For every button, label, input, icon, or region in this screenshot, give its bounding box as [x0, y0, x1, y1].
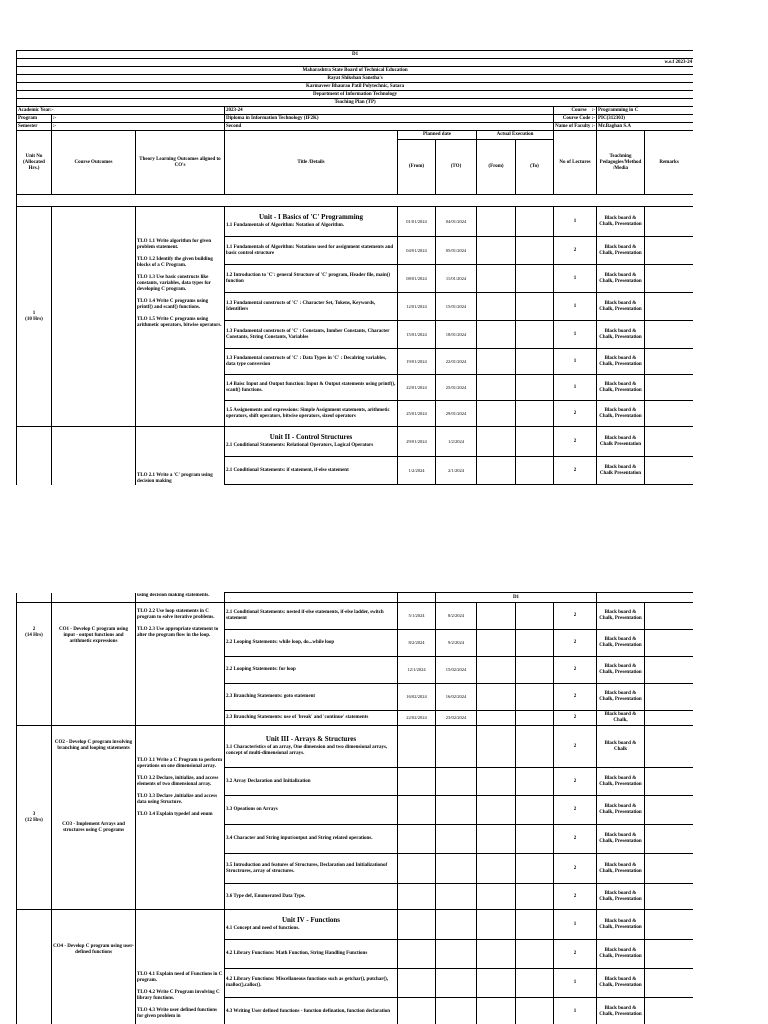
remarks	[645, 768, 694, 796]
planned-date-header: Planned date	[398, 131, 477, 140]
actual-to	[516, 321, 554, 349]
planned-to: 15/01/2024	[436, 293, 477, 321]
table-row-detail: 2.2 Looping Statements: while loop, do...while loop	[225, 630, 398, 657]
planned-to: 9/2/2024	[436, 630, 477, 657]
table-row-detail: 2.3 Branching Statements: goto statement	[225, 684, 398, 711]
lecture-count: 2	[554, 796, 597, 825]
table-row-detail: 1.3 Fundamental constructs of 'C' : Data Types in 'C' : Decalring variables, data type conversion	[225, 349, 398, 375]
planned-to	[436, 969, 477, 998]
table-row-detail: 3.3 Opeations on Arrays	[225, 796, 398, 825]
lecture-count: 2	[554, 427, 597, 457]
actual-from	[477, 293, 516, 321]
tlo-item: TLO 4.1 Explain need of Functions in C program.	[137, 972, 223, 983]
unit-2-title: Unit II - Control Structures	[269, 433, 353, 441]
planned-from: 16/02/2024	[398, 684, 436, 711]
plan-title: Teaching Plan (TP)	[17, 99, 694, 107]
actual-from	[477, 884, 516, 910]
remarks	[645, 657, 694, 684]
actual-to	[516, 825, 554, 854]
actual-to	[516, 293, 554, 321]
pedagogy: Black board & Chalk,	[597, 711, 645, 726]
academic-year-value: 2023-24	[225, 107, 554, 115]
lecture-count: 2	[554, 726, 597, 768]
planned-from: 12/01/2024	[398, 293, 436, 321]
lecture-count: 2	[554, 711, 597, 726]
table-row-detail: 4.3 Writing User defined functions - function defination, function declaration	[225, 998, 398, 1024]
unit-3-tlo-cell	[136, 726, 225, 910]
remarks	[645, 427, 694, 457]
planned-to	[436, 825, 477, 854]
planned-from	[398, 796, 436, 825]
pedagogy: Black board & Chalk, Presentation	[597, 349, 645, 375]
tlo-item: TLO 4.2 Write C Program involving C library functions.	[137, 990, 220, 1001]
actual-from	[477, 603, 516, 630]
table-row-detail: 1.3 Fundamental constructs of 'C' : Character Set, Tokens, Keywords, Identifiers	[225, 293, 398, 321]
planned-from	[398, 940, 436, 969]
actual-to	[516, 603, 554, 630]
lecture-count: 1	[554, 910, 597, 940]
table-row-detail: 4.2 Library Functions: Miscellaneous functions such as getchar(), putchar(), malloc(),calloc().	[225, 969, 398, 998]
col-lectures-header: No of Lectures	[554, 131, 597, 195]
planned-to	[436, 998, 477, 1024]
program-sep: :-	[52, 115, 225, 123]
remarks	[645, 237, 694, 265]
outcome-cell-cont	[52, 593, 136, 603]
actual-from	[477, 910, 516, 940]
teaching-plan-continuation-table	[16, 592, 693, 1024]
actual-from	[477, 427, 516, 457]
actual-from-header: (From)	[477, 140, 516, 195]
tlo-cell-cont: using decision making statements.	[136, 593, 225, 603]
remarks	[645, 998, 694, 1024]
unit-3-cell: 3 (12 Hrs)	[17, 726, 52, 910]
table-row-detail: 1.2 Introduction to 'C': general Structure of 'C' program, Header file, main() function	[225, 265, 398, 293]
tlo-item: TLO 1.3 Use basic constructs like constants, variables, data types for developing C program.	[137, 275, 211, 292]
actual-from	[477, 711, 516, 726]
empty-cell	[597, 593, 694, 603]
planned-to: 16/02/2024	[436, 684, 477, 711]
unit-2-tlo-cell	[136, 603, 225, 726]
actual-from	[477, 825, 516, 854]
tlo-item: TLO 2.1 Write a 'C' program using decision making	[137, 472, 213, 484]
planned-from	[398, 726, 436, 768]
lecture-count: 2	[554, 940, 597, 969]
pedagogy: Black board & Chalk, Presentation	[597, 998, 645, 1024]
course-code-label: Course Code :-	[554, 115, 597, 123]
planned-from: 29/01/2024	[398, 427, 436, 457]
lecture-count: 2	[554, 854, 597, 884]
pedagogy: Black board & Chalk, Presentation	[597, 796, 645, 825]
lecture-count: 2	[554, 237, 597, 265]
remarks	[645, 375, 694, 401]
tlo-item: TLO 1.5 Write C programs using arithmetic operators, bitwise operators.	[137, 317, 222, 328]
pedagogy: Black board & Chalk, Presentation	[597, 969, 645, 998]
col-title-header: Title /Details	[225, 131, 398, 195]
semester-label: Semester	[17, 123, 52, 131]
remarks	[645, 265, 694, 293]
pedagogy: Black board & Chalk, Presentation	[597, 207, 645, 237]
remarks	[645, 884, 694, 910]
program-label: Program	[17, 115, 52, 123]
planned-from: 25/01/2024	[398, 401, 436, 427]
college-name: Karmaveer Bhaurao Patil Polytechnic, Satara	[17, 83, 694, 91]
unit-1-title: Unit - I Basics of 'C' Programming	[258, 213, 364, 221]
academic-year-label: Academic Year:-	[17, 107, 225, 115]
planned-to	[436, 910, 477, 940]
lecture-count: 2	[554, 603, 597, 630]
actual-from	[477, 401, 516, 427]
course-value: Programming in C	[597, 107, 694, 115]
teaching-plan-page-2	[16, 592, 693, 1024]
actual-to	[516, 711, 554, 726]
faculty-label: Name of Faculty :-	[555, 123, 595, 129]
remarks	[645, 854, 694, 884]
unit-cell-cont	[17, 593, 52, 603]
semester-value: Second	[225, 123, 554, 131]
planned-from	[398, 825, 436, 854]
actual-from	[477, 321, 516, 349]
actual-to	[516, 969, 554, 998]
teaching-plan-header-table	[16, 50, 693, 485]
table-row-detail: Unit III - Arrays & Structures 3.1 Characteristics of an array, One dimension and two dimensional arrays, concept of multi-dimensional arrays.	[225, 726, 398, 768]
pedagogy: Black board & Chalk, Presentation	[597, 237, 645, 265]
planned-from: 1/2/2024	[398, 457, 436, 485]
pedagogy: Black board & Chalk, Presentation	[597, 684, 645, 711]
actual-to	[516, 265, 554, 293]
tlo-item: TLO 3.4 Explain typedef and enum	[137, 812, 213, 817]
co3-text: CO3 - Implement Arrays and structures using C programs	[62, 822, 125, 833]
pedagogy: Black board & Chalk, Presentation	[597, 401, 645, 427]
actual-from	[477, 265, 516, 293]
remarks	[645, 825, 694, 854]
lecture-count: 1	[554, 969, 597, 998]
planned-to: 29/01/2024	[436, 401, 477, 427]
unit-1-cell: 1 (10 Hrs)	[17, 207, 52, 427]
col-outcomes-header: Course Outcomes	[52, 131, 136, 195]
pedagogy: Black board & Chalk, Presentation	[597, 910, 645, 940]
board-name: Maharashtra State Board of Technical Education	[17, 67, 694, 75]
table-row-detail: 2.2 Looping Statements: for loop	[225, 657, 398, 684]
pedagogy: Black board & Chalk, Presentation	[597, 768, 645, 796]
planned-from: 22/01/2024	[398, 375, 436, 401]
table-row-detail: 3.4 Character and String input/output and String related operations.	[225, 825, 398, 854]
lecture-count: 1	[554, 375, 597, 401]
planned-to	[436, 884, 477, 910]
planned-to: 8/2/2024	[436, 603, 477, 630]
pedagogy: Black board & Chalk, Presentation	[597, 603, 645, 630]
unit-2-tlo-cell	[136, 427, 225, 485]
actual-to-header: (To)	[516, 140, 554, 195]
semester-sep: :-	[52, 123, 225, 131]
planned-from: 04/01/2024	[398, 237, 436, 265]
remarks	[645, 969, 694, 998]
planned-from: 12/1/2024	[398, 657, 436, 684]
actual-from	[477, 796, 516, 825]
remarks	[645, 910, 694, 940]
pedagogy: Black board & Chalk, Presentation	[597, 825, 645, 854]
remarks	[645, 684, 694, 711]
planned-from	[398, 969, 436, 998]
lecture-count: 2	[554, 768, 597, 796]
lecture-count: 2	[554, 401, 597, 427]
col-remarks-header: Remarks	[645, 131, 694, 195]
pedagogy: Black board & Chalk Presentation	[597, 457, 645, 485]
planned-to	[436, 854, 477, 884]
table-row-detail: 2.1 Conditional Statements: nested if-else statements, if-else ladder, switch statement	[225, 603, 398, 630]
planned-from: 01/01/2024	[398, 207, 436, 237]
table-row-detail: 1.5 Assignements and expressions: Simple Assignment statements, arithmetic operators, shift operators, bitwise operators, sizeof operators	[225, 401, 398, 427]
tlo-item: TLO 4.3 Write user defined functions for given problem in	[137, 1008, 218, 1019]
planned-from	[398, 854, 436, 884]
pedagogy: Black board & Chalk, Presentation	[597, 854, 645, 884]
unit-1-tlo-cell	[136, 207, 225, 427]
planned-to: 04/01/2024	[436, 207, 477, 237]
co1-cell: CO1 - Develop C program using input - output functions and arithmetic expressions	[52, 603, 136, 726]
actual-execution-header: Actual Execution	[477, 131, 554, 140]
unit-2-cell: 2 (14 Hrs)	[17, 603, 52, 726]
actual-from	[477, 998, 516, 1024]
actual-from	[477, 207, 516, 237]
actual-to	[516, 207, 554, 237]
planned-from: 08/01/2024	[398, 265, 436, 293]
planned-to: 18/01/2024	[436, 321, 477, 349]
remarks	[645, 711, 694, 726]
remarks	[645, 207, 694, 237]
table-row-detail: 3.5 Introduction and features of Structures, Declaration and Initializationof Structrures, array of structures.	[225, 854, 398, 884]
course-code-value: PIC(312303)	[597, 115, 694, 123]
table-row-detail: Unit II - Control Structures 2.1 Conditional Statements: Relational Operators, Logical Operators	[225, 427, 398, 457]
unit-2-cell	[17, 427, 52, 485]
planned-to: 05/01/2024	[436, 237, 477, 265]
remarks	[645, 321, 694, 349]
actual-to	[516, 237, 554, 265]
course-label: Course :-	[554, 107, 597, 115]
pedagogy: Black board & Chalk, Presentation	[597, 657, 645, 684]
table-row-detail: 3.2 Array Declaration and Initialization	[225, 768, 398, 796]
pedagogy: Black board & Chalk, Presentation	[597, 940, 645, 969]
teaching-plan-page-1	[16, 50, 693, 493]
actual-to	[516, 349, 554, 375]
tlo-item: TLO 2.3 Use appropriate statement to alter the program flow in the loop.	[137, 627, 219, 638]
planned-from	[398, 884, 436, 910]
tlo-item: TLO 2.2 Use loop statements in C program to solve iterative problems.	[137, 609, 215, 620]
table-row-detail: 1.1 Fundamentals of Algorithm: Notations used for assignment statements and basic control structure	[225, 237, 398, 265]
actual-from	[477, 630, 516, 657]
tlo-item: TLO 3.3 Declare ,initialize and access data using Structure.	[137, 794, 218, 805]
actual-from	[477, 768, 516, 796]
lecture-count: 1	[554, 293, 597, 321]
actual-from	[477, 375, 516, 401]
planned-from	[398, 768, 436, 796]
actual-from	[477, 349, 516, 375]
tlo-item: TLO 3.2 Declare, initialize, and access elements of two dimensional array.	[137, 776, 219, 787]
planned-from-header: (From)	[398, 140, 436, 195]
actual-from	[477, 969, 516, 998]
planned-to: 23/02/2024	[436, 711, 477, 726]
remarks	[645, 630, 694, 657]
actual-to	[516, 854, 554, 884]
pedagogy: Black board & Chalk, Presentation	[597, 884, 645, 910]
planned-from: 5/1/2024	[398, 603, 436, 630]
planned-to: 25/01/2024	[436, 375, 477, 401]
pedagogy: Black board & Chalk, Presentation	[597, 293, 645, 321]
sanstha-name: Rayat Shikshan Sanstha's	[17, 75, 694, 83]
lecture-count: 2	[554, 457, 597, 485]
remarks	[645, 940, 694, 969]
actual-from	[477, 237, 516, 265]
table-row-detail: 1.3 Fundamental constructs of 'C' : Constants, Inmber Constants, Character Constants, String Constants, Variables	[225, 321, 398, 349]
lecture-count: 2	[554, 825, 597, 854]
unit-4-title: Unit IV - Functions	[281, 916, 341, 924]
planned-to: 15/02/2024	[436, 657, 477, 684]
actual-to	[516, 657, 554, 684]
table-row-detail: 2.3 Branching Statements: use of 'break' and 'continue' statements	[225, 711, 398, 726]
page-marker: D1	[17, 51, 694, 59]
unit-4-cell	[17, 910, 52, 1024]
unit-2-outcome-cell	[52, 427, 136, 485]
actual-to	[516, 796, 554, 825]
unit-4-tlo-cell	[136, 910, 225, 1024]
actual-from	[477, 726, 516, 768]
program-value: Diploma in Information Technology (IF2K)	[225, 115, 554, 123]
table-row-detail: Unit IV - Functions 4.1 Concept and need of functions.	[225, 910, 398, 940]
actual-to	[516, 375, 554, 401]
col-tlo-header: Theory Learning Outcomes aligned to CO's	[136, 131, 225, 195]
co2-text: CO2 - Develop C program involving branching and looping statements	[54, 740, 133, 751]
empty-cell	[398, 593, 436, 603]
lecture-count: 2	[554, 657, 597, 684]
actual-from	[477, 940, 516, 969]
actual-to	[516, 401, 554, 427]
planned-to	[436, 726, 477, 768]
lecture-count: 1	[554, 998, 597, 1024]
tlo-item: TLO 3.1 Write a C Program to perform operations on one dimensional array.	[137, 758, 222, 769]
actual-to	[516, 684, 554, 711]
planned-to: 22/01/2024	[436, 349, 477, 375]
department-name: Department of Information Technology	[17, 91, 694, 99]
remarks	[645, 349, 694, 375]
lecture-count: 1	[554, 349, 597, 375]
co4-cell: CO4 - Develop C program using user-defined functions	[52, 910, 136, 1024]
lecture-count: 1	[554, 265, 597, 293]
unit-3-title: Unit III - Arrays & Structures	[265, 735, 357, 743]
planned-from: 22/02/2024	[398, 711, 436, 726]
pedagogy: Black board & Chalk	[597, 726, 645, 768]
pedagogy: Black board & Chalk Presentation	[597, 427, 645, 457]
table-row-detail: 3.6 Type def, Enumerated Data Type.	[225, 884, 398, 910]
col-pedagogy-header: Teachning Pedagogies/Method /Media	[597, 131, 645, 195]
pedagogy: Black board & Chalk, Presentation	[597, 265, 645, 293]
tlo-item: TLO 1.1 Write algorithm for given problem statement.	[137, 239, 212, 250]
planned-to: 11/01/2024	[436, 265, 477, 293]
actual-from	[477, 684, 516, 711]
col-unit-header: Unit No (Allocated Hrs.)	[17, 131, 52, 195]
remarks	[645, 726, 694, 768]
page-marker: D1	[436, 593, 597, 603]
lecture-count: 2	[554, 684, 597, 711]
actual-to	[516, 998, 554, 1024]
actual-to	[516, 726, 554, 768]
planned-to: 1/2/2024	[436, 427, 477, 457]
planned-to	[436, 940, 477, 969]
planned-to-header: (TO)	[436, 140, 477, 195]
table-row-detail: 1.4 Baisc Input and Output function: Input & Output statements using printf(), scanf() functions.	[225, 375, 398, 401]
actual-to	[516, 884, 554, 910]
wef-label: w.e.f 2023-24	[17, 59, 694, 67]
actual-to	[516, 630, 554, 657]
remarks	[645, 603, 694, 630]
lecture-count: 2	[554, 630, 597, 657]
remarks	[645, 293, 694, 321]
tlo-item: TLO 1.2 Identify the given building blocks of a C Program.	[137, 257, 213, 268]
table-row-detail: 2.1 Conditional Statements: if statement, if-else statement	[225, 457, 398, 485]
pedagogy: Black board & Chalk, Presentation	[597, 321, 645, 349]
faculty-value: Mr.Baghan S.A	[597, 123, 694, 131]
spacer-row	[17, 195, 694, 207]
planned-from: 19/01/2024	[398, 349, 436, 375]
planned-from	[398, 910, 436, 940]
lecture-count: 1	[554, 207, 597, 237]
pedagogy: Black board & Chalk, Presentation	[597, 630, 645, 657]
lecture-count: 1	[554, 321, 597, 349]
actual-to	[516, 940, 554, 969]
remarks	[645, 457, 694, 485]
actual-from	[477, 854, 516, 884]
actual-to	[516, 768, 554, 796]
planned-to: 2/1/2024	[436, 457, 477, 485]
table-row-detail: 4.2 Library Functions: Math Function, String Handling Functions	[225, 940, 398, 969]
unit-1-outcome-cell	[52, 207, 136, 427]
planned-from	[398, 998, 436, 1024]
actual-to	[516, 457, 554, 485]
lecture-count: 2	[554, 884, 597, 910]
tlo-item: TLO 1.4 Write C programs using printf() and scanf() functions.	[137, 299, 209, 310]
planned-to	[436, 796, 477, 825]
planned-to	[436, 768, 477, 796]
remarks	[645, 401, 694, 427]
empty-cell	[225, 593, 398, 603]
actual-to	[516, 427, 554, 457]
actual-from	[477, 657, 516, 684]
actual-to	[516, 910, 554, 940]
remarks	[645, 796, 694, 825]
planned-from: 8/2/2024	[398, 630, 436, 657]
co-cell	[52, 726, 136, 910]
actual-from	[477, 457, 516, 485]
table-row-detail: Unit - I Basics of 'C' Programming 1.1 Fundamentals of Algorithm: Notation of Algorithm.	[225, 207, 398, 237]
pedagogy: Black board & Chalk, Presentation	[597, 375, 645, 401]
planned-from: 15/01/2024	[398, 321, 436, 349]
